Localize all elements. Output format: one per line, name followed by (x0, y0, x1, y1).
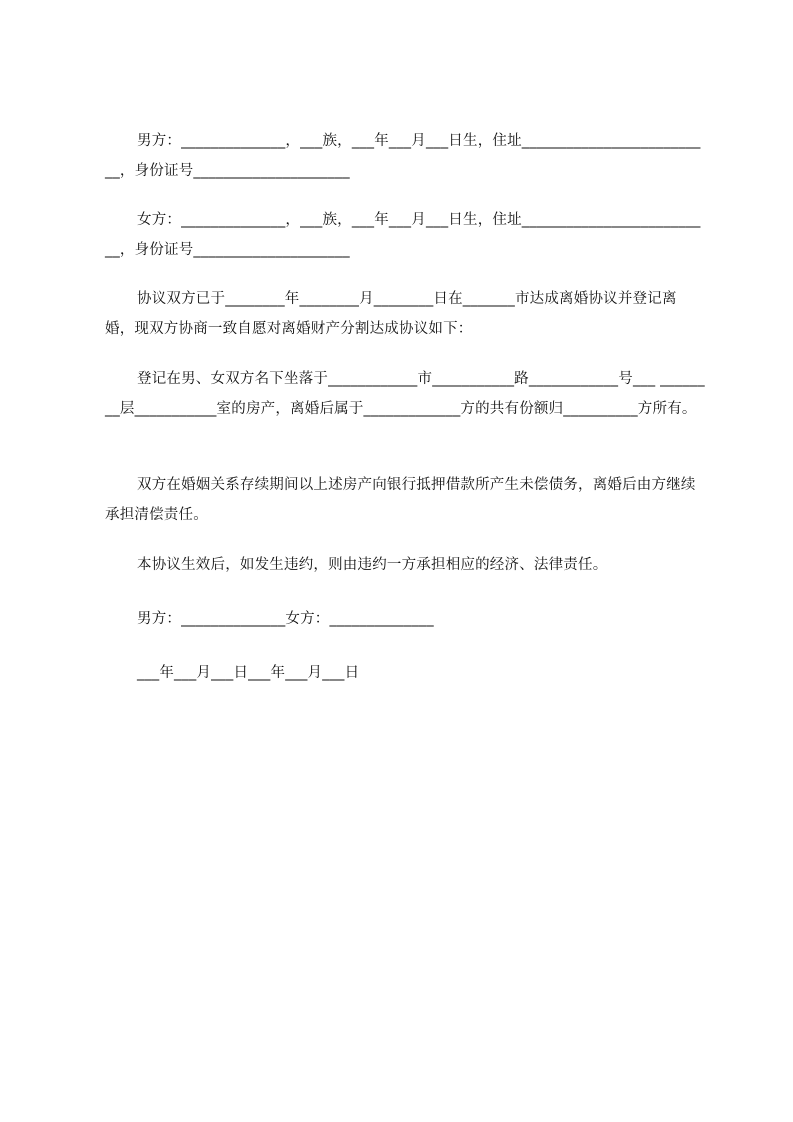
wife-info-paragraph: 女方：______________，___族，___年___月___日生，住址__________________________，身份证号_____________________ (105, 212, 701, 258)
mortgage-debt-paragraph: 双方在婚姻关系存续期间以上述房产向银行抵押借款所产生未偿债务，离婚后由方继续承担清偿责任。 (105, 477, 696, 523)
date-line: ___年___月___日___年___月___日 (137, 665, 360, 681)
signature-line: 男方：______________女方：______________ (137, 611, 434, 627)
breach-liability-paragraph: 本协议生效后，如发生违约，则由违约一方承担相应的经济、法律责任。 (137, 557, 608, 573)
husband-info-paragraph: 男方：______________，___族，___年___月___日生，住址__________________________，身份证号_____________________ (105, 133, 701, 179)
divorce-registration-paragraph: 协议双方已于________年________月________日在_______市达成离婚协议并登记离婚，现双方协商一致自愿对离婚财产分割达成协议如下： (105, 291, 677, 337)
property-ownership-paragraph: 登记在男、女双方名下坐落于____________市___________路____________号___ ________层___________室的房产，离婚后属于_____________方的共有份额归__________方所有。 (105, 371, 705, 417)
